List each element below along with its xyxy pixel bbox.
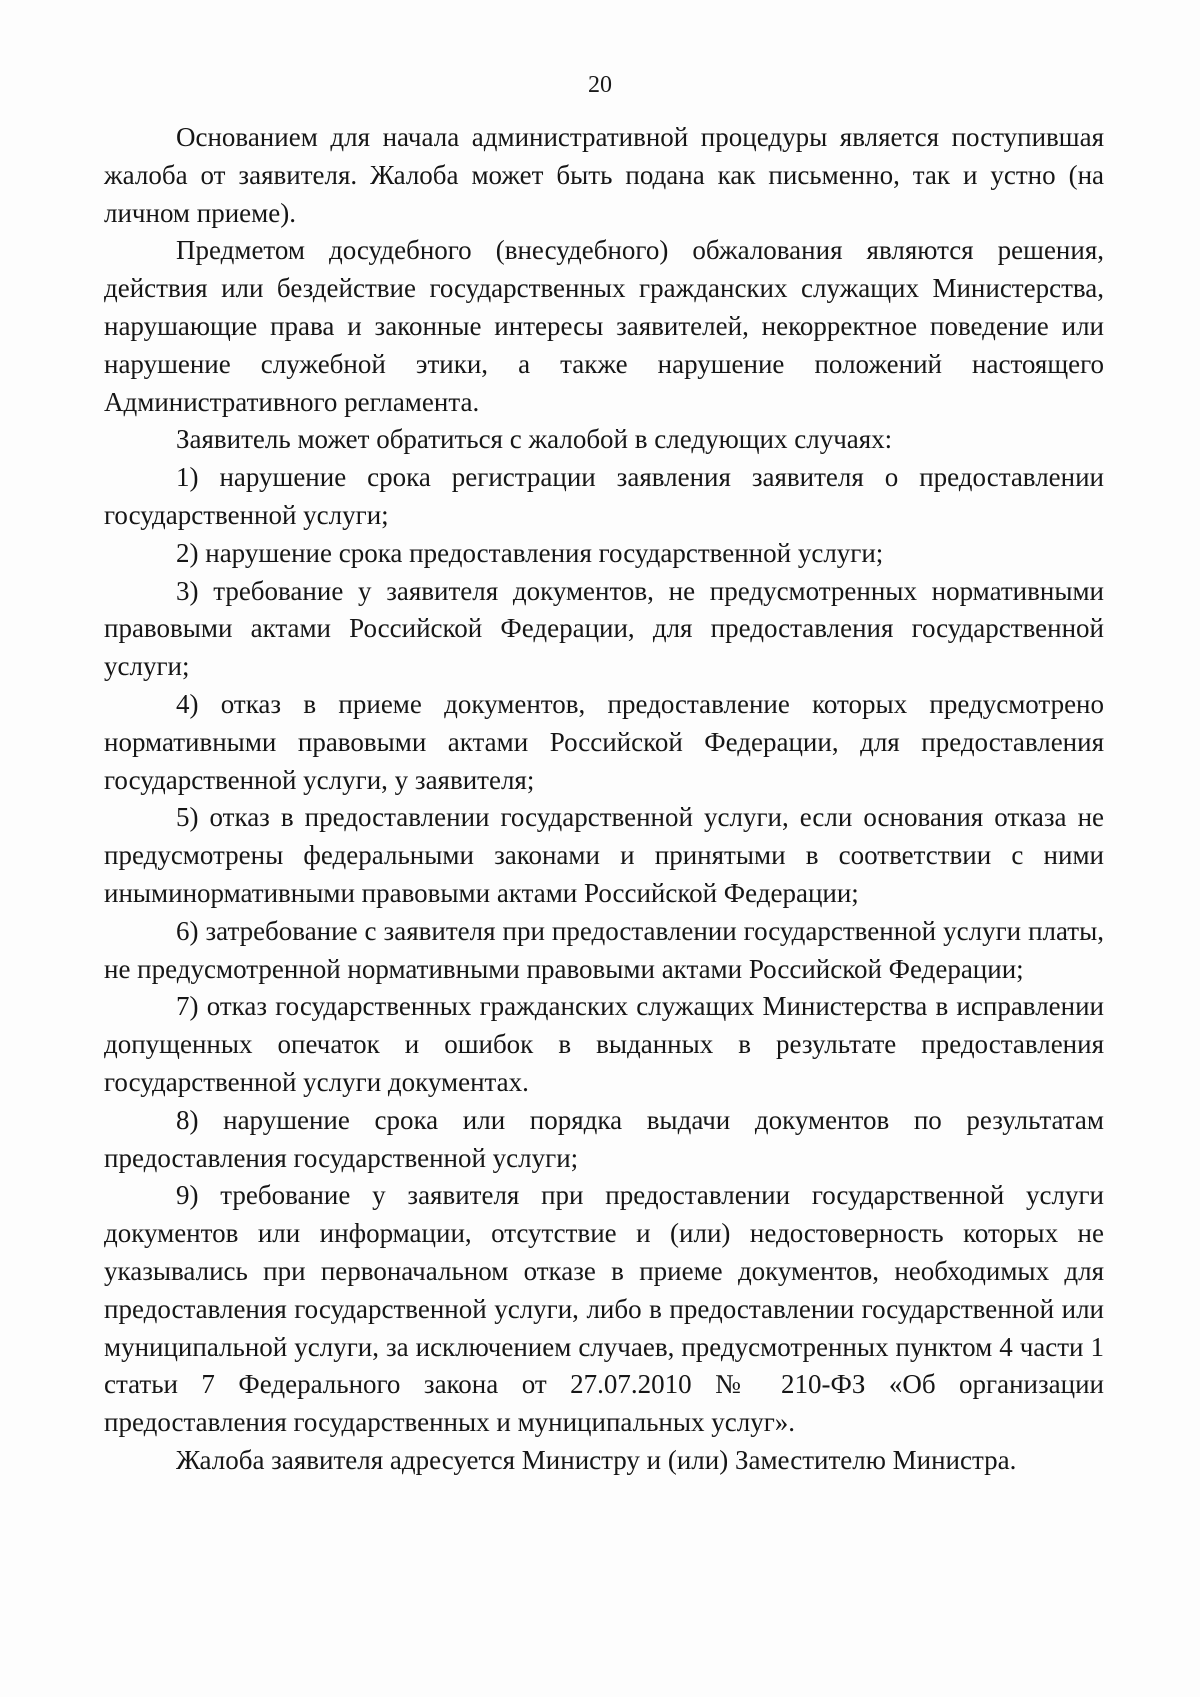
list-item-7: 7) отказ государственных гражданских служащих Министерства в исправлении допущенных опечаток и ошибок в выданных в результате предоставления государственной услуги документах. xyxy=(104,991,1104,1097)
paragraph-subject-of-appeal: Предметом досудебного (внесудебного) обжалования являются решения, действия или бездействие государственных гражданских служащих Министерства, нарушающие права и законные интересы заявителей, некорректное поведение или нарушение служебной этики, а также нарушение положений настоящего Административного регламента. xyxy=(104,235,1104,417)
list-item-1: 1) нарушение срока регистрации заявления заявителя о предоставлении государственной услуги; xyxy=(104,462,1104,530)
list-item-5: 5) отказ в предоставлении государственной услуги, если основания отказа не предусмотрены федеральными законами и принятыми в соответствии с ними иныминормативными правовыми актами Российской Федерации; xyxy=(104,802,1104,908)
paragraph-cases-intro: Заявитель может обратиться с жалобой в следующих случаях: xyxy=(176,424,893,455)
list-item-6: 6) затребование с заявителя при предоставлении государственной услуги платы, не предусмотренной нормативными правовыми актами Российской Федерации; xyxy=(104,915,1104,984)
page-number: 20 xyxy=(588,72,612,98)
list-item-2: 2) нарушение срока предоставления государственной услуги; xyxy=(176,537,884,568)
list-item-4: 4) отказ в приеме документов, предоставление которых предусмотрено нормативными правовыми актами Российской Федерации, для предоставления государственной услуги, у заявителя; xyxy=(104,688,1104,795)
list-item-9: 9) требование у заявителя при предоставлении государственной услуги документов или информации, отсутствие и (или) недостоверность которых не указывались при первоначальном отказе в приеме документов, необходимых для предоставления государственной услуги, либо в предоставлении государственной или муниципальной услуги, за исключением случаев, предусмотренных пунктом 4 части 1 статьи 7 Федерального закона от 27.07.2010 № 210-ФЗ «Об организации предоставления государственных и муниципальных услуг». xyxy=(104,1180,1104,1438)
list-item-3: 3) требование у заявителя документов, не предусмотренных нормативными правовыми актами Российской Федерации, для предоставления государственной услуги; xyxy=(104,575,1104,682)
paragraph-addressee: Жалоба заявителя адресуется Министру и (или) Заместителю Министра. xyxy=(176,1444,1017,1475)
list-item-8: 8) нарушение срока или порядка выдачи документов по результатам предоставления государственной услуги; xyxy=(104,1104,1104,1173)
paragraph-basis: Основанием для начала административной процедуры является поступившая жалоба от заявителя. Жалоба может быть подана как письменно, так и устно (на личном приеме). xyxy=(104,122,1104,228)
document-body xyxy=(104,119,1104,1480)
